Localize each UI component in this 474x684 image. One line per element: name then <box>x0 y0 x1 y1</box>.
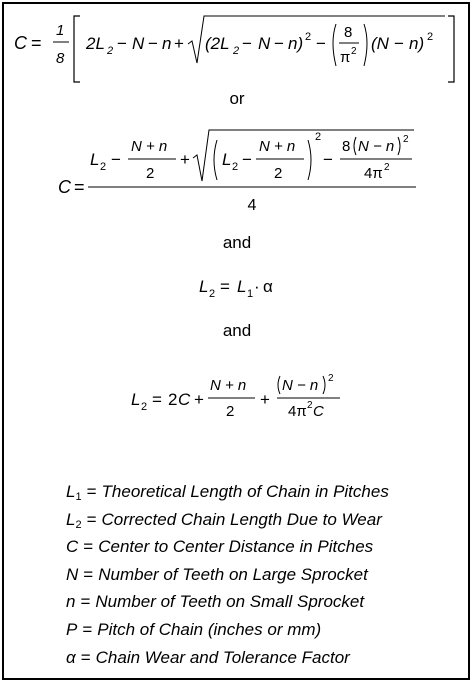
svg-text:=: = <box>74 177 85 197</box>
definition-text: Chain Wear and Tolerance Factor <box>95 647 350 667</box>
svg-text:2: 2 <box>100 161 107 173</box>
svg-text:2: 2 <box>232 161 239 173</box>
svg-text:L: L <box>199 277 209 296</box>
svg-text:2L: 2L <box>86 34 105 53</box>
symbol: C <box>66 537 79 557</box>
formula-corrected-length-1 <box>199 277 273 300</box>
svg-text:2: 2 <box>226 403 235 420</box>
symbol: n <box>66 592 76 612</box>
svg-text:2: 2 <box>305 31 312 43</box>
svg-text:n): n) <box>409 34 425 53</box>
svg-text:N: N <box>258 34 271 53</box>
svg-text:(2L: (2L <box>205 34 230 53</box>
symbol: L <box>66 509 76 529</box>
svg-text:=: = <box>152 390 162 409</box>
svg-text:N − n: N − n <box>282 377 319 394</box>
definition-text: Number of Teeth on Large Sprocket <box>98 564 368 584</box>
svg-text:2: 2 <box>274 165 283 182</box>
svg-text:2: 2 <box>233 45 240 57</box>
svg-text:−: − <box>274 34 284 53</box>
svg-text:=: = <box>31 33 42 53</box>
formula-center-distance-1 <box>14 16 454 82</box>
svg-text:+: + <box>260 390 270 409</box>
svg-text:N + n: N + n <box>131 138 168 155</box>
svg-text:2: 2 <box>427 31 434 43</box>
symbol: α <box>66 647 76 667</box>
svg-text:2: 2 <box>384 162 390 173</box>
symbol-subscript: 1 <box>75 491 82 503</box>
formula-corrected-length-2 <box>131 373 340 420</box>
svg-text:π: π <box>340 49 351 66</box>
svg-text:+: + <box>194 390 204 409</box>
svg-text:−: − <box>242 34 252 53</box>
symbol-subscript: 2 <box>75 518 82 531</box>
definition-text: Number of Teeth on Small Sprocket <box>95 592 365 612</box>
svg-text:−: − <box>242 150 252 169</box>
symbol: N <box>66 564 79 584</box>
svg-text:2: 2 <box>328 373 334 384</box>
svg-text:2: 2 <box>403 134 409 145</box>
svg-text:2: 2 <box>168 390 178 409</box>
definition-row-l2: $L_2$ = Corrected Chain Length Due to Wear <box>66 509 382 531</box>
symbol-definitions <box>66 478 389 671</box>
svg-text:4π: 4π <box>364 165 383 182</box>
svg-text:N: N <box>132 34 145 53</box>
svg-text:1: 1 <box>56 22 65 39</box>
svg-text:−: − <box>394 34 404 53</box>
svg-text:α: α <box>263 277 273 296</box>
connector-and-1: and <box>222 233 252 252</box>
svg-text:2: 2 <box>146 165 155 182</box>
formula-center-distance-2 <box>58 130 416 214</box>
definition-text: Corrected Chain Length Due to Wear <box>101 509 382 529</box>
definition-text: Center to Center Distance in Pitches <box>98 537 374 557</box>
svg-text:8: 8 <box>342 138 351 155</box>
svg-text:2: 2 <box>141 401 148 413</box>
svg-text:n: n <box>162 34 172 53</box>
svg-text:C: C <box>14 33 27 53</box>
svg-text:L: L <box>222 150 232 169</box>
svg-text:8: 8 <box>56 50 65 67</box>
svg-text:+: + <box>174 34 184 53</box>
svg-text:C: C <box>178 390 191 409</box>
svg-text:=: = <box>220 277 230 296</box>
svg-text:8: 8 <box>344 24 353 41</box>
symbol: P <box>66 619 78 639</box>
definition-row-c: C = Center to Center Distance in Pitches <box>66 537 374 557</box>
svg-text:2: 2 <box>209 288 216 300</box>
svg-text:−: − <box>117 34 127 53</box>
symbol: L <box>66 482 76 501</box>
definition-text: Theoretical Length of Chain in Pitches <box>101 482 389 501</box>
definition-text: Pitch of Chain (inches or mm) <box>97 619 322 639</box>
svg-text:−: − <box>323 150 333 169</box>
svg-text:2: 2 <box>307 400 313 411</box>
definition-row-n-small: n = Number of Teeth on Small Sprocket <box>66 592 365 612</box>
svg-text:C: C <box>313 403 324 420</box>
svg-text:+: + <box>180 150 190 169</box>
svg-text:−: − <box>111 150 121 169</box>
svg-text:−: − <box>316 34 326 53</box>
definition-row-p: P = Pitch of Chain (inches or mm) <box>66 619 322 639</box>
svg-text:C: C <box>58 177 71 197</box>
svg-text:4: 4 <box>247 197 257 214</box>
svg-text:N + n: N + n <box>210 377 247 394</box>
svg-text:(N: (N <box>371 34 389 53</box>
svg-text:L: L <box>90 150 100 169</box>
definition-row-alpha: α = Chain Wear and Tolerance Factor <box>66 647 350 667</box>
svg-text:L: L <box>131 390 141 409</box>
svg-text:·: · <box>254 277 260 296</box>
svg-text:n): n) <box>288 34 304 53</box>
svg-text:4π: 4π <box>288 403 307 420</box>
svg-text:N − n: N − n <box>358 138 395 155</box>
svg-text:−: − <box>148 34 158 53</box>
connector-or: or <box>229 89 245 108</box>
svg-text:L: L <box>237 277 247 296</box>
svg-text:2: 2 <box>315 131 322 143</box>
svg-text:N + n: N + n <box>259 138 296 155</box>
svg-text:1: 1 <box>247 288 254 300</box>
definition-row-n-large: N = Number of Teeth on Large Sprocket <box>66 564 368 584</box>
svg-text:2: 2 <box>107 45 114 57</box>
connector-and-2: and <box>222 321 252 340</box>
definition-row-l1: $L_1$ = Theoretical Length of Chain in Pitches <box>66 482 389 503</box>
svg-text:2: 2 <box>351 46 357 57</box>
